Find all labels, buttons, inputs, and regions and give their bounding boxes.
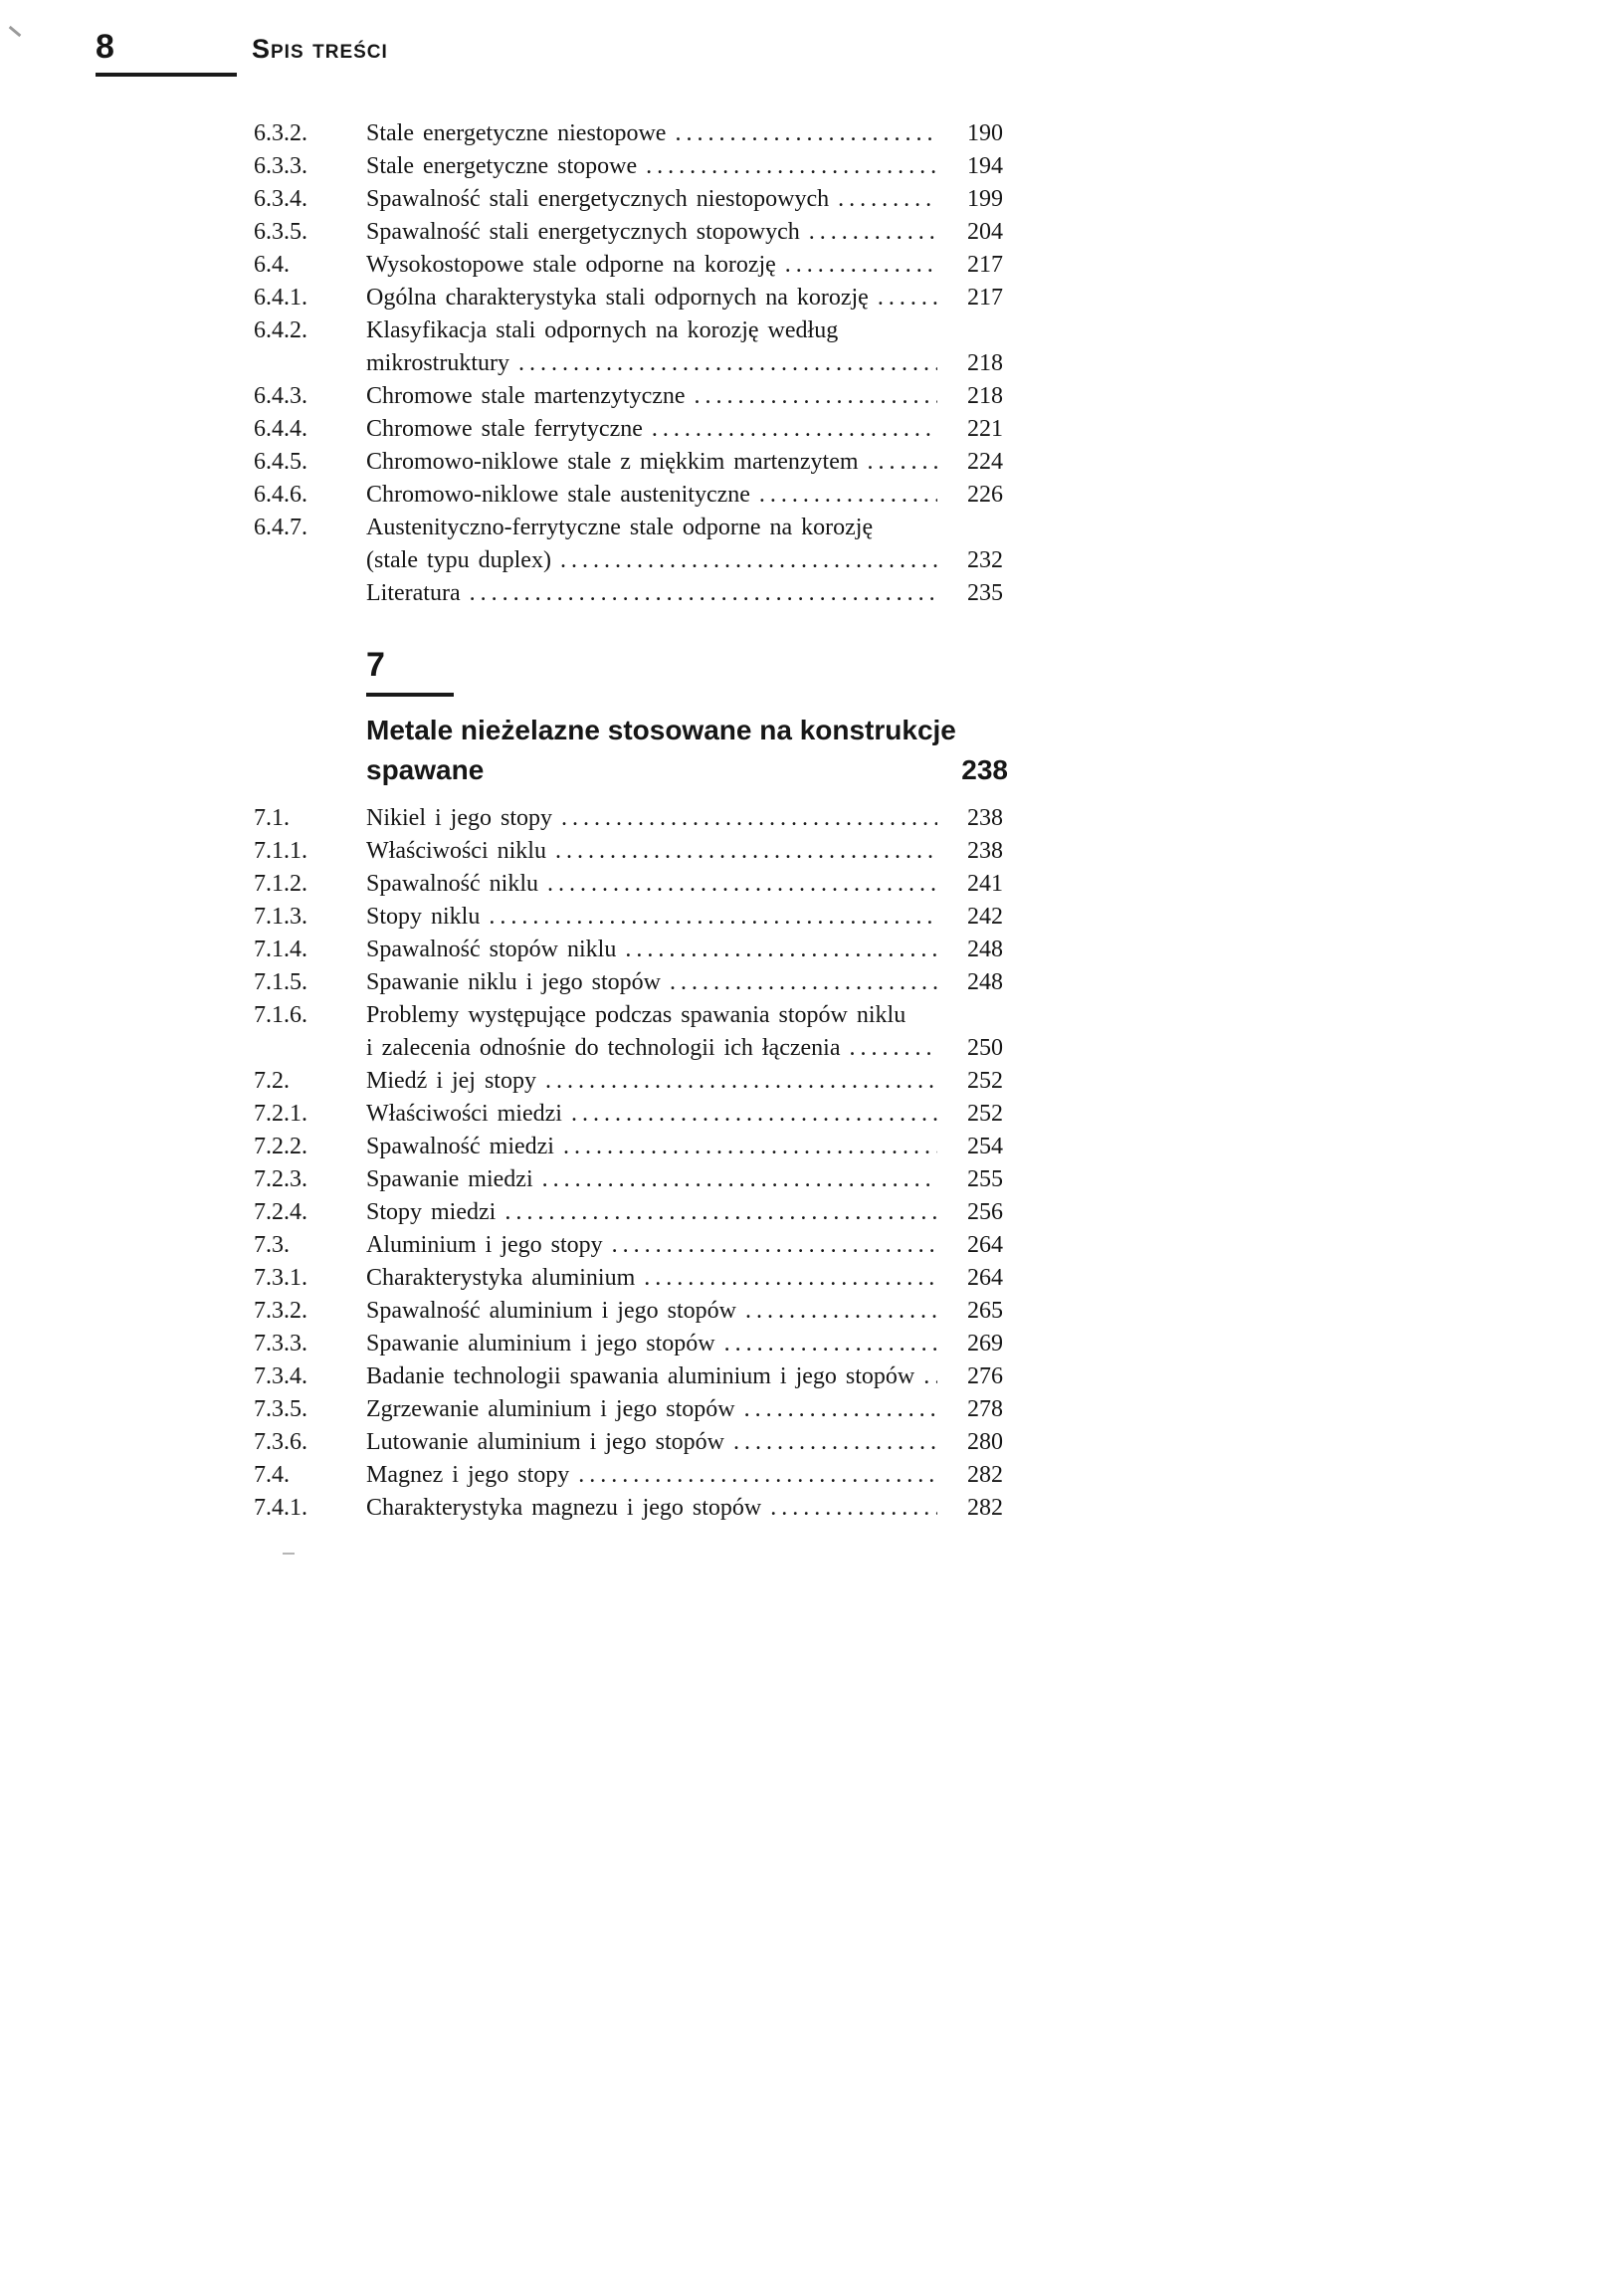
toc-entry xyxy=(254,314,1003,347)
toc-entry xyxy=(254,446,1003,479)
toc-entry-page: 252 xyxy=(967,1101,1003,1127)
toc-entry-page: 264 xyxy=(967,1265,1003,1291)
dot-leader xyxy=(670,966,937,999)
toc-entry-title: Problemy występujące podczas spawania stopów niklu xyxy=(366,1002,906,1028)
dot-leader xyxy=(646,150,937,183)
toc-entry-page: 282 xyxy=(967,1495,1003,1521)
toc-entry-page: 204 xyxy=(967,219,1003,245)
toc-entry-page: 194 xyxy=(967,153,1003,179)
toc-entry-title: Klasyfikacja stali odpornych na korozję według xyxy=(366,317,839,343)
toc-entry-number: 6.4.4. xyxy=(254,416,307,442)
chapter-number: 7 xyxy=(366,645,454,697)
toc-entry-number: 7.4. xyxy=(254,1462,290,1488)
toc-entry-number: 6.4.5. xyxy=(254,449,307,475)
dot-leader xyxy=(923,1360,937,1393)
toc-entry-title: Badanie technologii spawania aluminium i jego stopów xyxy=(366,1363,915,1389)
toc-entry xyxy=(254,413,1003,446)
toc-entry-title: Austenityczno-ferrytyczne stale odporne na korozję xyxy=(366,515,874,540)
toc-entry-page: 265 xyxy=(967,1298,1003,1324)
toc-entry-number: 7.4.1. xyxy=(254,1495,307,1521)
toc-section-chapter-7 xyxy=(254,802,1003,1525)
toc-entry-number: 6.4.6. xyxy=(254,482,307,508)
toc-entry xyxy=(254,1492,1003,1525)
toc-entry-title: Zgrzewanie aluminium i jego stopów xyxy=(366,1396,735,1422)
toc-entry-title: Spawalność stali energetycznych stopowych xyxy=(366,219,800,245)
page-header xyxy=(96,28,388,77)
toc-entry-page: 254 xyxy=(967,1134,1003,1159)
scan-artifact xyxy=(9,26,22,37)
toc-entry-title: i zalecenia odnośnie do technologii ich łączenia xyxy=(366,1035,841,1061)
toc-entry-page: 241 xyxy=(967,871,1003,897)
toc-entry-title: Charakterystyka aluminium xyxy=(366,1265,636,1291)
toc-entry xyxy=(254,577,1003,610)
toc-entry-page: 232 xyxy=(967,547,1003,573)
toc-entry-number: 7.1.2. xyxy=(254,871,307,897)
toc-entry-number: 7.1.5. xyxy=(254,969,307,995)
toc-entry-title: Chromowo-niklowe stale z miękkim martenzytem xyxy=(366,449,859,475)
toc-entry-number: 6.3.3. xyxy=(254,153,307,179)
toc-entry-title: Spawanie aluminium i jego stopów xyxy=(366,1331,715,1357)
toc-entry-number: 6.4.3. xyxy=(254,383,307,409)
toc-entry-page: 226 xyxy=(967,482,1003,508)
toc-section-chapter-6 xyxy=(254,117,1003,610)
toc-entry-number: 6.3.4. xyxy=(254,186,307,212)
toc-entry xyxy=(254,1262,1003,1295)
dot-leader xyxy=(724,1328,937,1360)
toc-entry xyxy=(254,966,1003,999)
toc-entry-title: Stopy niklu xyxy=(366,904,481,930)
toc-entry-title: Właściwości miedzi xyxy=(366,1101,562,1127)
toc-entry xyxy=(254,479,1003,512)
dot-leader xyxy=(555,835,937,868)
toc-entry-title: Literatura xyxy=(366,580,461,606)
dot-leader xyxy=(733,1426,937,1459)
toc-entry-title: Chromowe stale martenzytyczne xyxy=(366,383,686,409)
toc-entry-page: 248 xyxy=(967,969,1003,995)
toc-entry-page: 235 xyxy=(967,580,1003,606)
toc-entry-page: 238 xyxy=(967,838,1003,864)
toc-entry-page: 252 xyxy=(967,1068,1003,1094)
toc-entry xyxy=(254,183,1003,216)
toc-entry-number: 7.2.1. xyxy=(254,1101,307,1127)
dot-leader xyxy=(878,282,937,314)
toc-entry-number: 7.2.4. xyxy=(254,1199,307,1225)
toc-entry-page: 282 xyxy=(967,1462,1003,1488)
toc-entry xyxy=(254,901,1003,934)
toc-entry xyxy=(254,835,1003,868)
toc-entry-title: Spawanie niklu i jego stopów xyxy=(366,969,661,995)
toc-entry-page: 248 xyxy=(967,937,1003,962)
toc-entry-page: 190 xyxy=(967,120,1003,146)
toc-entry xyxy=(254,117,1003,150)
toc-entry xyxy=(254,380,1003,413)
toc-entry-title: Stale energetyczne niestopowe xyxy=(366,120,667,146)
toc-entry-title: Stopy miedzi xyxy=(366,1199,497,1225)
toc-entry xyxy=(254,544,1003,577)
toc-entry-page: 255 xyxy=(967,1166,1003,1192)
dot-leader xyxy=(571,1098,937,1131)
toc-entry-page: 280 xyxy=(967,1429,1003,1455)
toc-entry-page: 218 xyxy=(967,383,1003,409)
dot-leader xyxy=(868,446,937,479)
toc-entry xyxy=(254,282,1003,314)
toc-entry-page: 221 xyxy=(967,416,1003,442)
toc-entry xyxy=(254,999,1003,1032)
dot-leader xyxy=(809,216,937,249)
dot-leader xyxy=(759,479,937,512)
toc-entry-title: Miedź i jej stopy xyxy=(366,1068,536,1094)
toc-entry-number: 7.1.4. xyxy=(254,937,307,962)
toc-entry-title: (stale typu duplex) xyxy=(366,547,551,573)
dot-leader xyxy=(652,413,937,446)
toc-entry xyxy=(254,1065,1003,1098)
dot-leader xyxy=(625,934,937,966)
dot-leader xyxy=(547,868,937,901)
toc-entry-title: Nikiel i jego stopy xyxy=(366,805,552,831)
dot-leader xyxy=(744,1393,937,1426)
toc-entry-page: 217 xyxy=(967,285,1003,311)
toc-entry-page: 276 xyxy=(967,1363,1003,1389)
toc-entry xyxy=(254,249,1003,282)
toc-entry-page: 217 xyxy=(967,252,1003,278)
dot-leader xyxy=(504,1196,937,1229)
toc-entry xyxy=(254,1098,1003,1131)
toc-entry-title: Spawalność miedzi xyxy=(366,1134,554,1159)
toc-entry xyxy=(254,216,1003,249)
dot-leader xyxy=(695,380,937,413)
toc-entry-number: 7.3.1. xyxy=(254,1265,307,1291)
page-number: 8 xyxy=(96,28,237,77)
toc-entry xyxy=(254,934,1003,966)
toc-entry-title: Lutowanie aluminium i jego stopów xyxy=(366,1429,724,1455)
toc-entry-title: Spawalność aluminium i jego stopów xyxy=(366,1298,736,1324)
toc-entry-number: 7.1.1. xyxy=(254,838,307,864)
dot-leader xyxy=(578,1459,937,1492)
toc-entry-title: Magnez i jego stopy xyxy=(366,1462,570,1488)
toc-entry-page: 264 xyxy=(967,1232,1003,1258)
toc-entry-number: 7.1.6. xyxy=(254,1002,307,1028)
toc-entry-title: Chromowo-niklowe stale austenityczne xyxy=(366,482,750,508)
toc-entry-number: 6.4.7. xyxy=(254,515,307,540)
toc-entry xyxy=(254,1393,1003,1426)
dot-leader xyxy=(838,183,937,216)
chapter-page-number: 238 xyxy=(961,754,1008,785)
toc-entry xyxy=(254,1426,1003,1459)
dot-leader xyxy=(470,577,937,610)
dot-leader xyxy=(745,1295,937,1328)
toc-entry-number: 7.3.3. xyxy=(254,1331,307,1357)
toc-entry-number: 6.4.1. xyxy=(254,285,307,311)
dot-leader xyxy=(612,1229,937,1262)
scan-artifact xyxy=(283,1553,295,1555)
toc-entry-number: 6.3.2. xyxy=(254,120,307,146)
toc-entry-number: 7.2. xyxy=(254,1068,290,1094)
toc-entry-page: 256 xyxy=(967,1199,1003,1225)
toc-entry xyxy=(254,802,1003,835)
dot-leader xyxy=(849,1032,937,1065)
toc-entry xyxy=(254,347,1003,380)
toc-entry-title: Spawalność niklu xyxy=(366,871,538,897)
toc-entry-number: 7.1.3. xyxy=(254,904,307,930)
toc-entry xyxy=(254,1360,1003,1393)
header-title: Spis treści xyxy=(252,34,388,64)
toc-entry xyxy=(254,1229,1003,1262)
toc-entry-title: Aluminium i jego stopy xyxy=(366,1232,603,1258)
dot-leader xyxy=(563,1131,937,1163)
toc-entry xyxy=(254,1131,1003,1163)
dot-leader xyxy=(561,802,937,835)
toc-entry xyxy=(254,1459,1003,1492)
toc-entry xyxy=(254,1196,1003,1229)
toc-entry-number: 6.3.5. xyxy=(254,219,307,245)
dot-leader xyxy=(489,901,937,934)
toc-entry-title: Charakterystyka magnezu i jego stopów xyxy=(366,1495,762,1521)
toc-entry-title: Wysokostopowe stale odporne na korozję xyxy=(366,252,776,278)
chapter-title xyxy=(366,711,1008,790)
dot-leader xyxy=(644,1262,937,1295)
toc-entry-title: Spawanie miedzi xyxy=(366,1166,533,1192)
toc-entry-number: 7.3.4. xyxy=(254,1363,307,1389)
toc-entry-number: 7.3. xyxy=(254,1232,290,1258)
toc-entry-title: Ogólna charakterystyka stali odpornych na korozję xyxy=(366,285,869,311)
toc-entry-title: Właściwości niklu xyxy=(366,838,546,864)
toc-entry-title: Stale energetyczne stopowe xyxy=(366,153,638,179)
dot-leader xyxy=(560,544,937,577)
toc-entry-number: 7.3.2. xyxy=(254,1298,307,1324)
toc-entry-page: 199 xyxy=(967,186,1003,212)
toc-entry-page: 238 xyxy=(967,805,1003,831)
toc-entry-number: 6.4.2. xyxy=(254,317,307,343)
chapter-title-line2: spawane xyxy=(366,754,485,785)
toc-entry xyxy=(254,868,1003,901)
chapter-heading xyxy=(366,645,1008,790)
dot-leader xyxy=(785,249,937,282)
toc-entry-page: 218 xyxy=(967,350,1003,376)
toc-entry-number: 7.3.6. xyxy=(254,1429,307,1455)
toc-entry-number: 7.3.5. xyxy=(254,1396,307,1422)
toc-entry-page: 250 xyxy=(967,1035,1003,1061)
dot-leader xyxy=(518,347,937,380)
toc-entry-title: Chromowe stale ferrytyczne xyxy=(366,416,643,442)
dot-leader xyxy=(770,1492,937,1525)
toc-entry-title: Spawalność stopów niklu xyxy=(366,937,617,962)
toc-entry-page: 278 xyxy=(967,1396,1003,1422)
toc-entry-page: 269 xyxy=(967,1331,1003,1357)
toc-entry xyxy=(254,1295,1003,1328)
toc-entry-number: 7.2.2. xyxy=(254,1134,307,1159)
dot-leader xyxy=(545,1065,937,1098)
toc-entry-number: 7.1. xyxy=(254,805,290,831)
toc-entry-number: 7.2.3. xyxy=(254,1166,307,1192)
toc-entry-title: Spawalność stali energetycznych niestopowych xyxy=(366,186,830,212)
toc-entry xyxy=(254,512,1003,544)
dot-leader xyxy=(542,1163,937,1196)
toc-entry xyxy=(254,150,1003,183)
dot-leader xyxy=(675,117,937,150)
chapter-title-line1: Metale nieżelazne stosowane na konstrukcje xyxy=(366,715,956,745)
toc-entry-number: 6.4. xyxy=(254,252,290,278)
toc-entry-page: 242 xyxy=(967,904,1003,930)
toc-entry xyxy=(254,1328,1003,1360)
toc-entry xyxy=(254,1032,1003,1065)
toc-entry xyxy=(254,1163,1003,1196)
toc-entry-title: mikrostruktury xyxy=(366,350,509,376)
toc-entry-page: 224 xyxy=(967,449,1003,475)
